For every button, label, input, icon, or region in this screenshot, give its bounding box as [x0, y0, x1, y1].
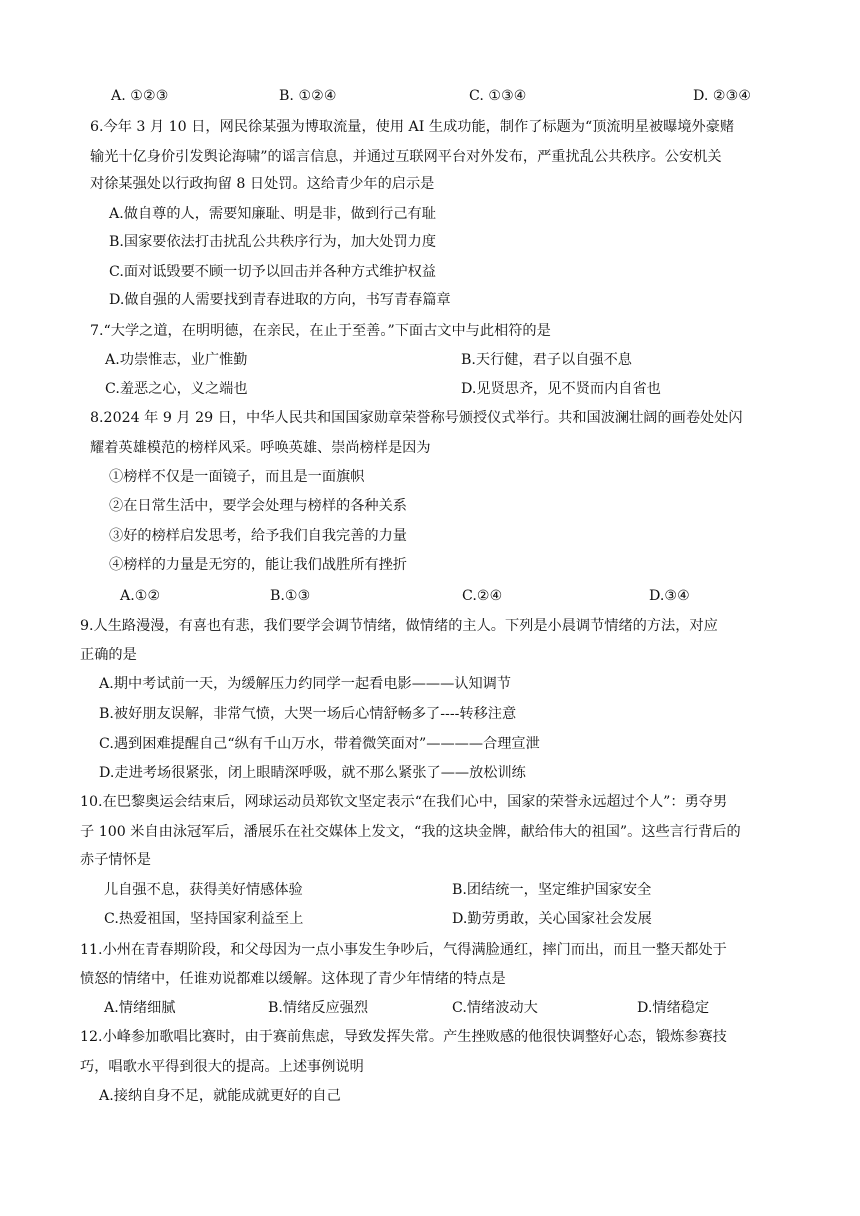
q10-option-b: B.团结统一，坚定维护国家安全 — [452, 882, 652, 898]
q7-option-a: A.功崇惟志，业广惟勤 — [105, 352, 248, 368]
q8-stem-line-2: 耀着英雄模范的榜样风采。呼唤英雄、崇尚榜样是因为 — [90, 440, 431, 456]
q8-statement-1: ①榜样不仅是一面镜子，而且是一面旗帜 — [109, 469, 365, 485]
q11-option-a: A.情绪细腻 — [104, 1000, 176, 1016]
q11-option-b: B.情绪反应强烈 — [268, 1000, 369, 1016]
q7-option-b: B.天行健，君子以自强不息 — [461, 352, 632, 368]
q6-stem-line-2: 输光十亿身价引发舆论海啸”的谣言信息，并通过互联网平台对外发布，严重扰乱公共秩序。公安机关 — [90, 149, 722, 165]
q10-option-a: 儿自强不息，获得美好情感体验 — [104, 882, 303, 898]
q9-stem-line-2: 正确的是 — [80, 647, 137, 663]
q10-option-c: C.热爱祖国，坚持国家利益至上 — [104, 911, 304, 927]
q8-option-a: A.①② — [120, 588, 161, 604]
q6-option-b: B.国家要依法打击扰乱公共秩序行为，加大处罚力度 — [109, 234, 437, 250]
q9-option-b: B.被好朋友误解，非常气愤，大哭一场后心情舒畅多了----转移注意 — [99, 706, 517, 722]
q8-option-b: B.①③ — [270, 588, 311, 604]
q5-option-a: A. ①②③ — [111, 88, 169, 104]
q8-option-d: D.③④ — [649, 588, 690, 604]
q12-option-a: A.接纳自身不足，就能成就更好的自己 — [99, 1088, 341, 1104]
q10-stem-line-2: 子 100 米自由泳冠军后，潘展乐在社交媒体上发文，“我的这块金牌，献给伟大的祖国”。这些言行背后的 — [80, 824, 741, 840]
q5-option-c: C. ①③④ — [469, 88, 527, 104]
q11-stem-line-1: 11.小州在青春期阶段，和父母因为一点小事发生争吵后，气得满脸通红，摔门而出，而且一整天都处于 — [80, 942, 727, 958]
q5-option-b: B. ①②④ — [279, 88, 337, 104]
q10-stem-line-3: 赤子情怀是 — [80, 852, 151, 868]
q8-statement-3: ③好的榜样启发思考，给予我们自我完善的力量 — [109, 528, 407, 544]
q8-stem-line-1: 8.2024 年 9 月 29 日，中华人民共和国国家勋章荣誉称号颁授仪式举行。共和国波澜壮阔的画卷处处闪 — [90, 410, 743, 426]
q11-stem-line-2: 愤怒的情绪中，任谁劝说都难以缓解。这体现了青少年情绪的特点是 — [80, 971, 506, 987]
q6-stem-line-3: 对徐某强处以行政拘留 8 日处罚。这给青少年的启示是 — [90, 176, 435, 192]
q7-option-c: C.羞恶之心，义之端也 — [105, 381, 248, 397]
q10-stem-line-1: 10.在巴黎奥运会结束后，网球运动员郑钦文坚定表示“在我们心中，国家的荣誉永远超过个人”：勇夺男 — [80, 794, 728, 810]
q7-option-d: D.见贤思齐，见不贤而内自省也 — [461, 381, 661, 397]
q8-statement-4: ④榜样的力量是无穷的，能让我们战胜所有挫折 — [109, 557, 407, 573]
q6-option-a: A.做自尊的人，需要知廉耻、明是非，做到行己有耻 — [109, 206, 436, 222]
q12-stem-line-2: 巧，唱歌水平得到很大的提高。上述事例说明 — [80, 1059, 364, 1075]
q8-statement-2: ②在日常生活中，要学会处理与榜样的各种关系 — [109, 498, 407, 514]
q11-option-d: D.情绪稳定 — [637, 1000, 710, 1016]
q12-stem-line-1: 12.小峰参加歌唱比赛时，由于赛前焦虑，导致发挥失常。产生挫败感的他很快调整好心态，锻炼参赛技 — [80, 1029, 727, 1045]
q9-stem-line-1: 9.人生路漫漫，有喜也有悲，我们要学会调节情绪，做情绪的主人。下列是小晨调节情绪的方法，对应 — [80, 618, 718, 634]
q9-option-c: C.遇到困难提醒自己“纵有千山万水，带着微笑面对”————合理宣泄 — [99, 736, 540, 752]
q7-stem-line-1: 7.“大学之道，在明明德，在亲民，在止于至善。”下面古文中与此相符的是 — [90, 323, 551, 339]
q6-option-c: C.面对诋毁要不顾一切予以回击并各种方式维护权益 — [109, 264, 436, 280]
q6-option-d: D.做自强的人需要找到青春进取的方向，书写青春篇章 — [109, 292, 451, 308]
q5-option-d: D. ②③④ — [693, 88, 752, 104]
q6-stem-line-1: 6.今年 3 月 10 日，网民徐某强为博取流量，使用 AI 生成功能，制作了标题为“顶流明星被曝境外豪赌 — [90, 119, 735, 135]
q9-option-a: A.期中考试前一天，为缓解压力约同学一起看电影———认知调节 — [99, 676, 512, 692]
q9-option-d: D.走进考场很紧张，闭上眼睛深呼吸，就不那么紧张了——放松训练 — [99, 765, 526, 781]
q11-option-c: C.情绪波动大 — [452, 1000, 538, 1016]
q10-option-d: D.勤劳勇敢，关心国家社会发展 — [452, 911, 652, 927]
q8-option-c: C.②④ — [462, 588, 503, 604]
